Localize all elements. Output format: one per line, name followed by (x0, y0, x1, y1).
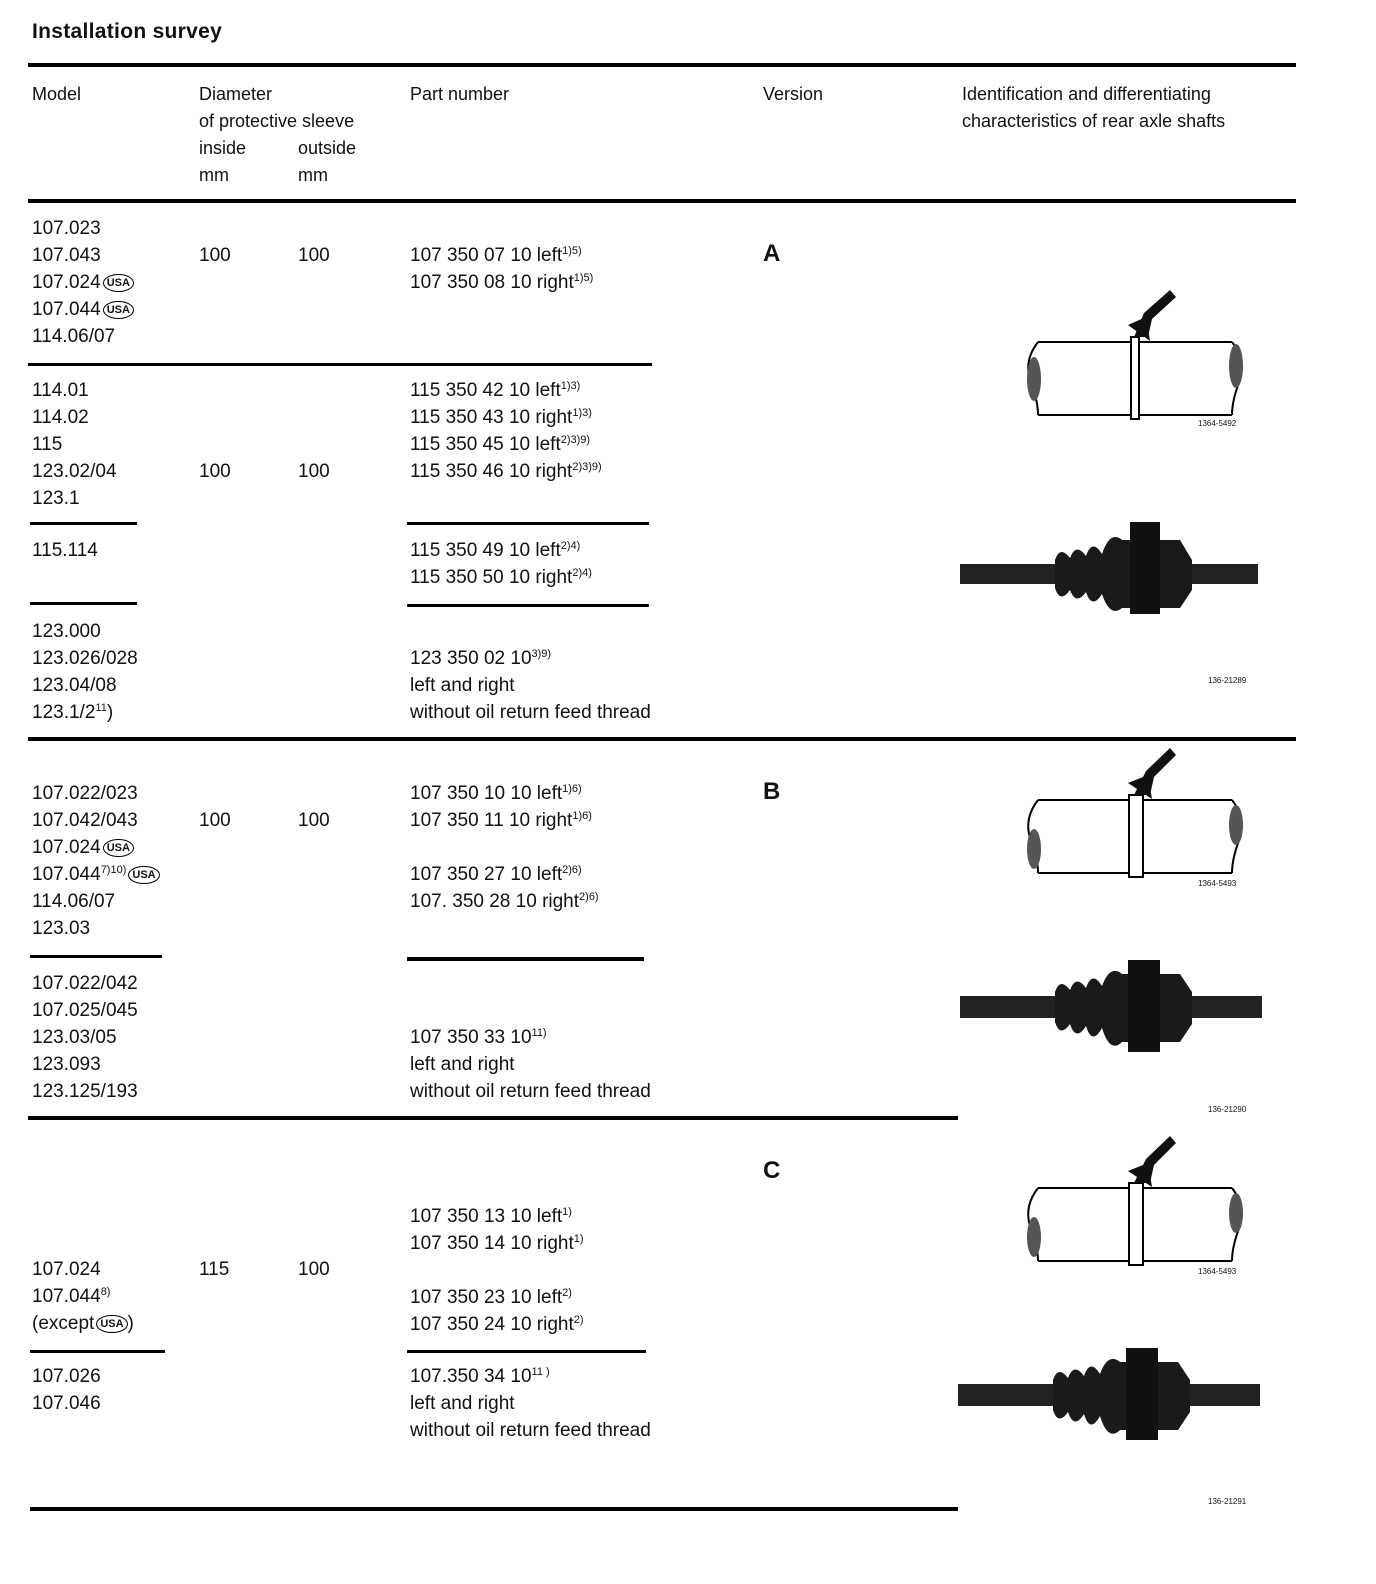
g2-models (32, 377, 117, 512)
footnote: 1) (573, 272, 584, 284)
footnote: 2) (573, 1314, 584, 1326)
part-number: 107 350 23 10 left (410, 1287, 563, 1308)
footnote: 2) (572, 567, 583, 579)
part-row (410, 564, 592, 591)
footnote: 6) (588, 891, 599, 903)
g5-models (32, 780, 160, 942)
section-a-rule (28, 737, 1296, 741)
footnote: 9) (580, 434, 591, 446)
g5-parts (410, 780, 599, 915)
part-number: 107 350 10 10 left (410, 783, 563, 804)
part-row (410, 269, 593, 296)
model-cell: 123.1 (32, 488, 80, 509)
figure-caption: 136-21290 (1208, 1105, 1247, 1114)
footnote: 10) (110, 864, 127, 876)
footnote: 4) (570, 540, 581, 552)
footnote: 2) (579, 891, 589, 903)
model-cell: 123.125/193 (32, 1081, 138, 1102)
part-number: 115 350 42 10 left (410, 380, 561, 401)
part-row (410, 404, 602, 431)
header-outside-unit: mm (298, 165, 328, 185)
top-rule (28, 63, 1296, 67)
header-inside-unit: mm (199, 165, 229, 185)
footnote: 2) (572, 461, 583, 473)
footnote: 6) (571, 783, 582, 795)
figure-caption: 1364-5493 (1198, 1267, 1237, 1276)
footnote: 3) (582, 407, 592, 419)
part-row (410, 377, 602, 404)
part-number: 107 350 24 10 right (410, 1314, 574, 1335)
header-rule (28, 199, 1296, 203)
part-row (410, 780, 599, 807)
model-cell: 107.046 (32, 1393, 101, 1414)
shaft-illustration-a (1020, 285, 1260, 425)
g7-rule-part (407, 1350, 646, 1353)
boot-shaft-illustration-a (960, 520, 1260, 615)
header-ident-line1: Identification and differentiating (962, 84, 1211, 104)
usa-badge: USA (103, 274, 134, 292)
g2-parts (410, 377, 602, 485)
model-cell: 107.023 (32, 218, 101, 239)
figure-caption: 136-21289 (1208, 676, 1247, 685)
model-cell: 107.022/042 (32, 973, 138, 994)
footnote: 1) (572, 407, 583, 419)
version-b: B (763, 778, 781, 805)
footnote: 2) (562, 864, 572, 876)
model-cell: 123.03 (32, 918, 91, 939)
part-row (410, 1363, 651, 1390)
part-row (410, 431, 602, 458)
usa-badge: USA (128, 866, 159, 884)
part-row (410, 807, 599, 834)
model-cell: 123.000 (32, 621, 101, 642)
g7-inside: 115 (199, 1259, 230, 1280)
part-row (410, 1024, 651, 1051)
boot-shaft-illustration-c (958, 1348, 1262, 1443)
g1-outside: 100 (298, 245, 330, 266)
figure-caption: 1364-5493 (1198, 879, 1237, 888)
figure-caption: 1364-5492 (1198, 419, 1237, 428)
model-cell: 123.04/08 (32, 675, 117, 696)
part-number: 107 350 27 10 left (410, 864, 563, 885)
g2-rule-part (407, 522, 649, 525)
footnote: 1) (562, 245, 572, 257)
header-outside-label: outside (298, 138, 357, 158)
part-number: 107 350 13 10 left (410, 1206, 563, 1227)
header-outside (298, 135, 356, 189)
part-row (410, 645, 651, 672)
footnote: 1) (562, 1206, 572, 1218)
part-row (410, 861, 599, 888)
footnote: 4) (582, 567, 592, 579)
model-cell: 114.06/07 (32, 326, 116, 347)
model-cell: 107.043 (32, 245, 101, 266)
model-cell: 107.025/045 (32, 1000, 138, 1021)
g4-parts (410, 645, 651, 726)
header-inside (199, 135, 246, 189)
page-title: Installation survey (32, 20, 223, 43)
g5-rule-part (407, 957, 644, 961)
g3-parts (410, 537, 592, 591)
g7-models: 107.024 107.044$^{8)}$ (except USA ) (32, 1256, 134, 1337)
part-number: 107 350 08 10 right (410, 272, 574, 293)
part-note: without oil return feed thread (410, 1420, 651, 1441)
footnote: 1) (572, 810, 583, 822)
part-number: 107 350 07 10 left (410, 245, 563, 266)
g7-rule-model (30, 1350, 165, 1353)
footnote: 11 ) (531, 1366, 550, 1378)
model-cell: 107.042/043 (32, 810, 138, 831)
footnote: 2) (562, 1287, 572, 1299)
bottom-rule (30, 1507, 958, 1511)
g5-outside: 100 (298, 810, 330, 831)
header-model: Model (32, 84, 82, 104)
footnote: 2) (560, 434, 571, 446)
part-number: 107 350 33 10 (410, 1027, 532, 1048)
model-cell: 123.093 (32, 1054, 101, 1075)
shaft-illustration-b (1020, 745, 1260, 885)
part-note: without oil return feed thread (410, 1081, 651, 1102)
footnote: 5) (571, 245, 582, 257)
footnote: 8) (100, 1286, 111, 1298)
footnote: 1) (560, 380, 571, 392)
footnote: 5) (583, 272, 594, 284)
model-cell: 114.02 (32, 407, 89, 428)
g1-parts (410, 242, 593, 296)
part-row (410, 458, 602, 485)
model-cell: 115 (32, 434, 63, 455)
footnote: 3) (531, 648, 542, 660)
part-note: without oil return feed thread (410, 702, 651, 723)
part-number: 107. 350 28 10 right (410, 891, 580, 912)
footnote: 2) (560, 540, 571, 552)
model-cell: 123.03/05 (32, 1027, 117, 1048)
header-diameter-line1: Diameter (199, 84, 273, 104)
footnote: 3) (570, 380, 581, 392)
header-ident-line2: characteristics of rear axle shafts (962, 111, 1226, 131)
g1-inside: 100 (199, 245, 231, 266)
part-note: left and right (410, 1054, 515, 1075)
footnote: 6) (582, 810, 592, 822)
header-inside-label: inside (199, 138, 247, 158)
part-row (410, 1230, 584, 1257)
g7-outside: 100 (298, 1259, 330, 1280)
g3-models (32, 537, 98, 564)
header-part-number: Part number (410, 84, 510, 104)
footnote: 3) (570, 434, 581, 446)
model-cell: 114.01 (32, 380, 89, 401)
g4-models: 123.000 123.026/028 123.04/08 $123.1/2^{11}$) (32, 618, 138, 726)
header-identification (962, 81, 1225, 135)
g5-inside: 100 (199, 810, 231, 831)
header-diameter-line2: of protective sleeve (199, 111, 355, 131)
shaft-illustration-c (1020, 1133, 1260, 1273)
g5-rule-model (30, 955, 162, 958)
header-diameter (199, 81, 354, 135)
g8-parts (410, 1363, 651, 1444)
part-row (410, 1203, 584, 1230)
g6-parts (410, 1024, 651, 1105)
part-note: left and right (410, 1393, 515, 1414)
part-row (410, 1284, 584, 1311)
section-b-rule (28, 1116, 958, 1120)
usa-badge: USA (96, 1315, 127, 1333)
header-version: Version (763, 84, 824, 104)
g6-models (32, 970, 138, 1105)
part-number: 115 350 45 10 left (410, 434, 561, 455)
part-row (410, 1311, 584, 1338)
model-cell: 114.06/07 (32, 891, 116, 912)
model-cell: 123.026/028 (32, 648, 138, 669)
model-cell: 107.044 (32, 299, 101, 320)
model-cell: 107.024 (32, 1259, 101, 1280)
model-cell: 123.02/04 (32, 461, 117, 482)
footnote: 9) (541, 648, 552, 660)
part-number: 123 350 02 10 (410, 648, 532, 669)
usa-badge: USA (103, 839, 134, 857)
part-number: 107 350 14 10 right (410, 1233, 574, 1254)
g1-models (32, 215, 134, 350)
part-number: 115 350 50 10 right (410, 567, 573, 588)
model-cell: (except (32, 1313, 95, 1334)
g2-outside: 100 (298, 461, 330, 482)
g3-rule-part (407, 604, 649, 607)
part-number: 107.350 34 10 (410, 1366, 532, 1387)
g1-rule (28, 363, 652, 366)
footnote: 7) (100, 864, 111, 876)
model-cell: 123.1/2 (32, 702, 96, 723)
figure-caption: 136-21291 (1208, 1497, 1247, 1506)
part-number: 107 350 11 10 right (410, 810, 573, 831)
footnote: 11 (95, 702, 107, 714)
model-cell: 107.024 (32, 272, 101, 293)
usa-badge: USA (103, 301, 134, 319)
footnote: 3) (582, 461, 592, 473)
part-row (410, 242, 593, 269)
model-cell: 107.024 (32, 837, 101, 858)
boot-shaft-illustration-b (960, 960, 1260, 1055)
g8-models (32, 1363, 101, 1417)
model-cell: 107.044 (32, 1286, 101, 1307)
g2-inside: 100 (199, 461, 231, 482)
model-cell: 107.022/023 (32, 783, 138, 804)
footnote: 11) (531, 1027, 547, 1039)
part-number: 115 350 46 10 right (410, 461, 573, 482)
part-note: left and right (410, 675, 515, 696)
footnote: 1) (562, 783, 572, 795)
footnote: 6) (571, 864, 582, 876)
model-cell: 107.044 (32, 864, 101, 885)
model-cell: 115.114 (32, 540, 98, 561)
footnote: 9) (591, 461, 602, 473)
g2-rule-model (30, 522, 137, 525)
part-row (410, 537, 592, 564)
g7-parts (410, 1203, 584, 1338)
part-number: 115 350 49 10 left (410, 540, 561, 561)
g3-rule-model (30, 602, 137, 605)
part-number: 115 350 43 10 right (410, 407, 573, 428)
footnote: 1) (573, 1233, 584, 1245)
model-cell: 107.026 (32, 1366, 101, 1387)
version-a: A (763, 240, 781, 267)
part-row (410, 888, 599, 915)
version-c: C (763, 1157, 781, 1184)
